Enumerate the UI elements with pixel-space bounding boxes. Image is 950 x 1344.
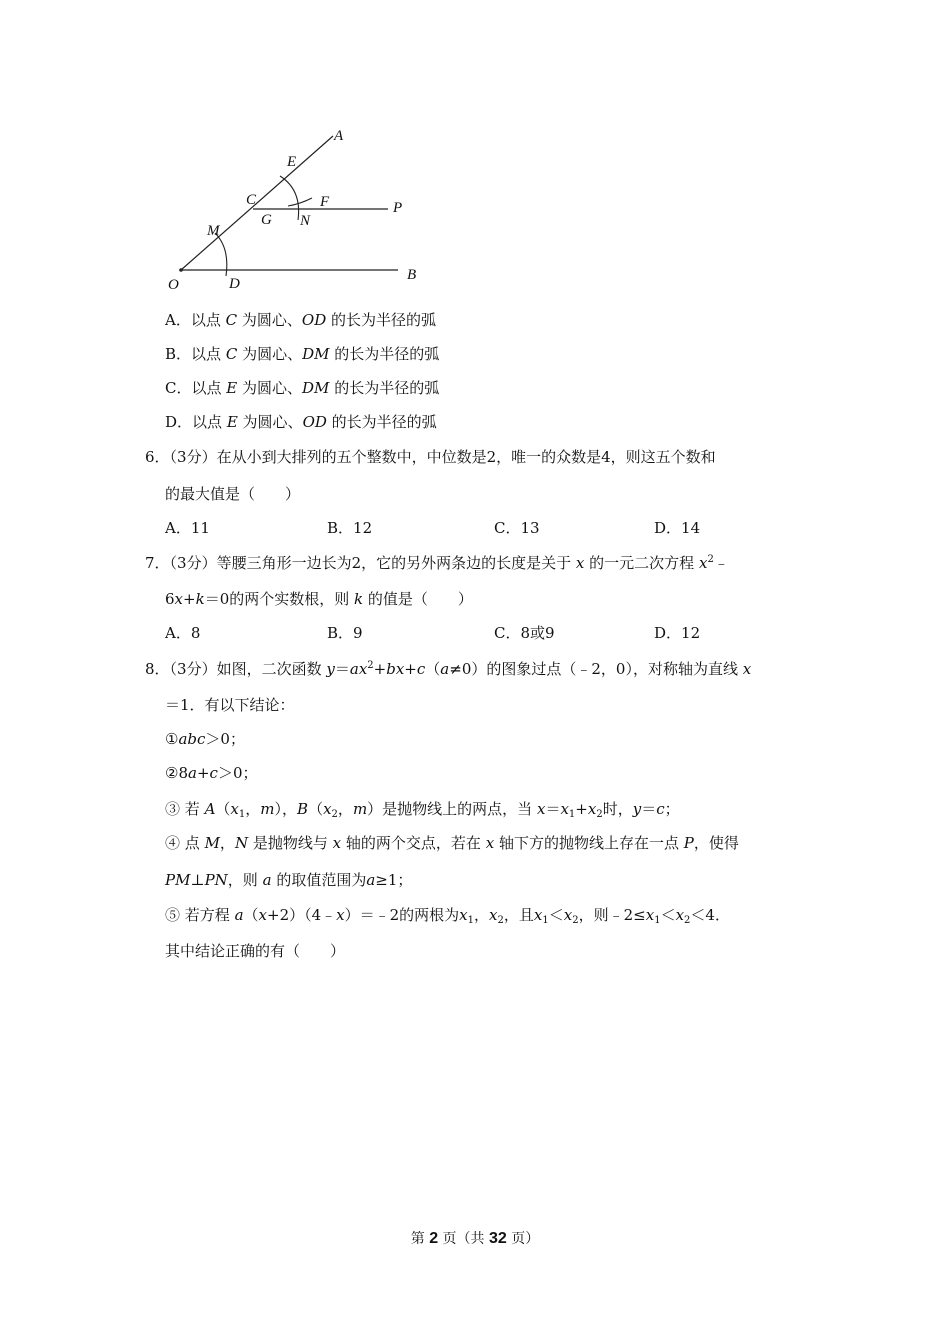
q8-conclusion-1: ①abc＞0； (165, 730, 245, 748)
label-C: C (246, 192, 257, 208)
label-F: F (320, 194, 330, 210)
label-N: N (300, 213, 311, 229)
q5-option-a: A．以点 C 为圆心、OD 的长为半径的弧 (165, 311, 437, 329)
q7-stem-line2: 6x+k＝0的两个实数根，则 k 的值是（ ） (165, 590, 473, 608)
q5-option-c: C．以点 E 为圆心、DM 的长为半径的弧 (165, 379, 440, 397)
geometry-figure (160, 118, 430, 298)
q8-conclusion-4-line1: ④ 点 M，N 是抛物线与 x 轴的两个交点，若在 x 轴下方的抛物线上存在一点 P，使得 (165, 834, 739, 852)
page-total: 32 (489, 1230, 507, 1247)
q6-option-c: C．13 (494, 519, 540, 537)
q6-option-a: A．11 (165, 519, 210, 537)
ray-OA (181, 136, 333, 270)
arc-F (288, 198, 312, 206)
point-O (179, 268, 183, 272)
page-number: 2 (429, 1230, 439, 1247)
label-D: D (229, 276, 240, 292)
label-A: A (334, 128, 344, 144)
q6-stem-line1: 6．（3分）在从小到大排列的五个整数中，中位数是2，唯一的众数是4，则这五个数和 (145, 448, 716, 466)
q8-question: 其中结论正确的有（ ） (165, 942, 346, 960)
q5-option-b: B．以点 C 为圆心、DM 的长为半径的弧 (165, 345, 440, 363)
q8-conclusion-3: ③ 若 $A(x_1$，m），$B(x_2$，m）是抛物线上的两点，当 $x=x_1+x_2$时，y＝c； (165, 800, 680, 820)
q6-option-b: B．12 (327, 519, 373, 537)
label-P: P (393, 200, 403, 216)
label-E: E (287, 154, 297, 170)
q8-conclusion-4-line2: PM⊥PN，则 a 的取值范围为a≥1； (165, 871, 413, 889)
arc-E (280, 176, 299, 220)
q8-stem-line2: ＝1．有以下结论： (165, 696, 295, 714)
q6-option-d: D．14 (654, 519, 701, 537)
label-B: B (407, 267, 417, 283)
q7-option-d: D．12 (654, 624, 701, 642)
label-O: O (168, 277, 179, 293)
q5-option-d: D．以点 E 为圆心、OD 的长为半径的弧 (165, 413, 437, 431)
q8-conclusion-5: ⑤ 若方程 a（x+2）（4﹣x）＝﹣2的两根为$x_1$，$x_2$，且$x_1<x_2$，则$﹣2\le x_1<x_2<4$． (165, 906, 730, 926)
page-footer: 第 2 页（共 32 页） (410, 1230, 540, 1247)
q6-stem-line2: 的最大值是（ ） (165, 485, 301, 503)
q7-stem-line1: 7．（3分）等腰三角形一边长为2，它的另外两条边的长度是关于 x 的一元二次方程 $x^2﹣$ (145, 554, 729, 572)
q8-conclusion-2: ②8a+c＞0； (165, 764, 258, 782)
q7-option-a: A．8 (165, 624, 201, 642)
q8-stem-line1: 8．（3分）如图，二次函数 $y=ax^2+bx+c(a\ne 0)$的图象过点（﹣2，0），对称轴为直线 x (145, 660, 752, 678)
q7-option-b: B．9 (327, 624, 363, 642)
label-M: M (207, 223, 220, 239)
q7-option-c: C．8或9 (494, 624, 555, 642)
label-G: G (261, 212, 272, 228)
